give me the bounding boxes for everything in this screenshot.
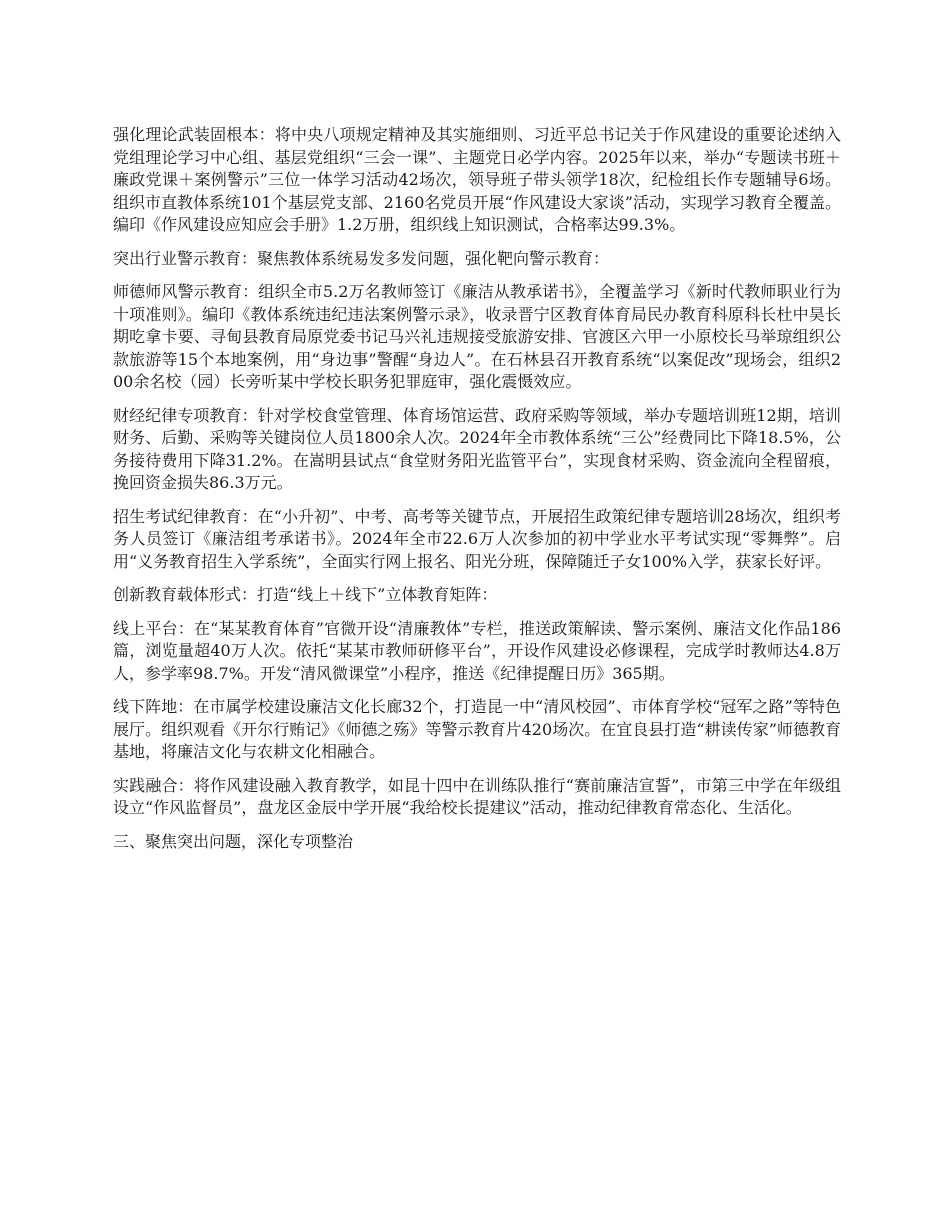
paragraph-financial-discipline: 财经纪律专项教育：针对学校食堂管理、体育场馆运营、政府采购等领域，举办专题培训班12期，培训财务、后勤、采购等关键岗位人员1800余人次。2024年全市教体系统“三公”经费同比下降18.5%，公务接待费用下降31.2%。在嵩明县试点“食堂财务阳光监管平台”，实现食材采购、资金流向全程留痕，挽回资金损失86.3万元。: [113, 405, 841, 492]
paragraph-practice-integration: 实践融合：将作风建设融入教育教学，如昆十四中在训练队推行“赛前廉洁宣誓”，市第三中学在年级组设立“作风监督员”，盘龙区金辰中学开展“我给校长提建议”活动，推动纪律教育常态化、生活化。: [113, 775, 841, 817]
paragraph-warning-education-intro: 突出行业警示教育：聚焦教体系统易发多发问题，强化靶向警示教育：: [113, 248, 610, 268]
paragraph-online-platform: 线上平台：在“某某教育体育”官微开设“清廉教体”专栏，推送政策解读、警示案例、廉洁文化作品186篇，浏览量超40万人次。依托“某某市教师研修平台”，开设作风建设必修课程，完成学时教师达4.8万人，参学率98.7%。开发“清风微课堂”小程序，推送《纪律提醒日历》365期。: [113, 618, 841, 683]
document-page: [113, 124, 841, 864]
paragraph-offline-positions: 线下阵地：在市属学校建设廉洁文化长廊32个，打造昆一中“清风校园”、市体育学校“冠军之路”等特色展厅。组织观看《开尔行贿记》《师德之殇》等警示教育片420场次。在宜良县打造“耕读传家”师德教育基地，将廉洁文化与农耕文化相融合。: [113, 697, 841, 761]
paragraph-teacher-ethics: 师德师风警示教育：组织全市5.2万名教师签订《廉洁从教承诺书》，全覆盖学习《新时代教师职业行为十项准则》。编印《教体系统违纪违法案例警示录》，收录晋宁区教育体育局民办教育科原科长杜中昊长期吃拿卡要、寻甸县教育局原党委书记马兴礼违规接受旅游安排、官渡区六甲一小原校长马举琼组织公款旅游等15个本地案例，用“身边事”警醒“身边人”。在石林县召开教育系统“以案促改”现场会，组织200余名校（园）长旁听某中学校长职务犯罪庭审，强化震慑效应。: [113, 282, 841, 391]
section-heading: 三、聚焦突出问题，深化专项整治: [113, 831, 354, 851]
paragraph-theory-study: 强化理论武装固根本：将中央八项规定精神及其实施细则、习近平总书记关于作风建设的重要论述纳入党组理论学习中心组、基层党组织“三会一课”、主题党日必学内容。2025年以来，举办“专题读书班＋廉政党课＋案例警示”三位一体学习活动42场次，领导班子带头领学18次，纪检组长作专题辅导6场。组织市直教体系统101个基层党支部、2160名党员开展“作风建设大家谈”活动，实现学习教育全覆盖。编印《作风建设应知应会手册》1.2万册，组织线上知识测试，合格率达99.3%。: [113, 125, 841, 234]
paragraph-education-carrier-intro: 创新教育载体形式：打造“线上＋线下”立体教育矩阵：: [113, 585, 498, 604]
paragraph-exam-discipline: 招生考试纪律教育：在“小升初”、中考、高考等关键节点，开展招生政策纪律专题培训28场次，组织考务人员签订《廉洁组考承诺书》。2024年全市22.6万人次参加的初中学业水平考试实现“零舞弊”。启用“义务教育招生入学系统”，全面实行网上报名、阳光分班，保障随迁子女100%入学，获家长好评。: [113, 506, 841, 571]
